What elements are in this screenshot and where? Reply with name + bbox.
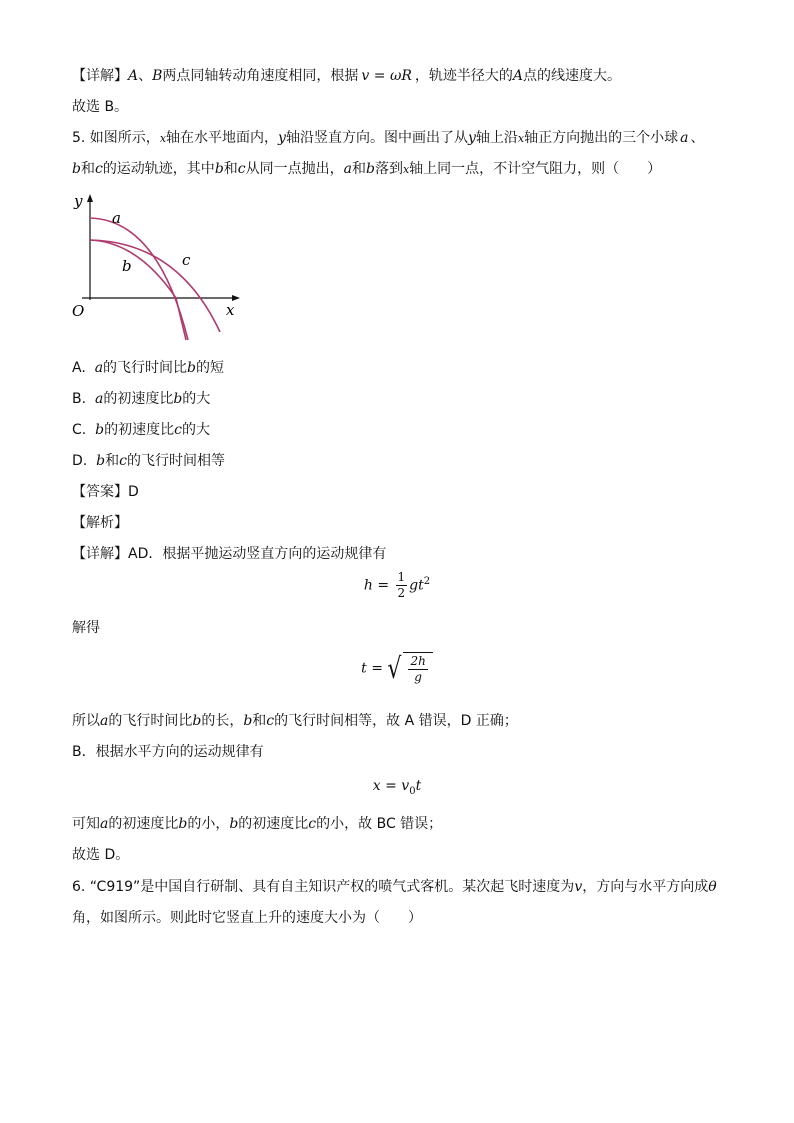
var-x: x bbox=[402, 163, 410, 176]
stem-text: 轴沿竖直方向。图中画出了从 bbox=[285, 130, 468, 146]
option-var: b bbox=[187, 360, 197, 376]
point-a: A bbox=[128, 68, 139, 84]
axis-y-label: y bbox=[74, 192, 83, 210]
trajectory-figure bbox=[68, 190, 248, 354]
trajectory-c bbox=[90, 240, 220, 332]
stem-text: 的运动轨迹，其中 bbox=[102, 161, 215, 177]
var-x: x bbox=[517, 132, 525, 145]
origin-label: O bbox=[72, 302, 85, 320]
analysis-label: 【解析】 bbox=[72, 515, 128, 531]
option-var: a bbox=[94, 391, 104, 407]
curve-a-label: a bbox=[112, 209, 121, 227]
stem-text: 落到 bbox=[374, 161, 403, 177]
var-b: b bbox=[214, 161, 224, 177]
option-key: B. bbox=[72, 391, 87, 407]
q6-text: 6. “C919”是中国自行研制、具有自主知识产权的喷气式客机。某次起飞时速度为 bbox=[72, 879, 575, 895]
var-b: b bbox=[365, 161, 375, 177]
point-b: B bbox=[152, 68, 163, 84]
detail-text: 两点同轴转动角速度相同，根据 bbox=[162, 68, 359, 84]
q5-stem-line1 bbox=[72, 128, 704, 149]
option-c bbox=[72, 420, 210, 440]
axis-x-label: x bbox=[226, 301, 235, 319]
var-y: y bbox=[467, 130, 476, 146]
option-var: b bbox=[96, 453, 106, 469]
detail-text-2: ，轨迹半径大的 bbox=[414, 68, 513, 84]
stem-text: 轴上沿 bbox=[475, 130, 518, 146]
point-a-2: A bbox=[512, 68, 524, 84]
equation-h bbox=[0, 570, 794, 601]
detail-text-3: 点的线速度大。 bbox=[523, 68, 622, 84]
option-var: c bbox=[174, 422, 182, 438]
concl-text: 的飞行时间相等，故 A 错误，D 正确； bbox=[274, 713, 518, 729]
stem-text: 和 bbox=[80, 161, 95, 177]
eq2-denominator: g bbox=[414, 670, 422, 684]
var-x: x bbox=[159, 132, 167, 145]
option-text: 的初速度比 bbox=[104, 422, 175, 438]
option-a bbox=[72, 358, 224, 378]
conclusion-2 bbox=[72, 814, 442, 834]
stem-text: 和 bbox=[223, 161, 238, 177]
equation-t bbox=[0, 652, 794, 685]
q5-choose: 故选 D。 bbox=[72, 847, 130, 863]
eq1-denominator: 2 bbox=[397, 586, 406, 600]
option-var: c bbox=[119, 453, 127, 469]
concl-text: 的长， bbox=[201, 713, 244, 729]
option-var: a bbox=[94, 360, 104, 376]
concl-text: 和 bbox=[252, 713, 267, 729]
option-key: A. bbox=[72, 360, 86, 376]
var-v: v bbox=[574, 879, 583, 895]
option-text: 的飞行时间比 bbox=[103, 360, 188, 376]
concl-text: 的初速度比 bbox=[108, 816, 179, 832]
trajectory-a bbox=[90, 218, 188, 340]
var-c: c bbox=[94, 161, 103, 177]
answer-value: D bbox=[128, 484, 139, 500]
detail-text: AD．根据平抛运动竖直方向的运动规律有 bbox=[128, 546, 387, 562]
stem-text: 轴正方向抛出的三个小球 bbox=[524, 130, 679, 146]
trajectory-diagram bbox=[68, 190, 248, 350]
option-b bbox=[72, 389, 210, 409]
var-b: b bbox=[72, 161, 81, 177]
eq1-exponent: 2 bbox=[423, 575, 431, 587]
conclusion-1 bbox=[72, 711, 518, 731]
var-a: a bbox=[100, 713, 109, 729]
curve-c-label: c bbox=[182, 251, 191, 269]
stem-text: 5. 如图所示， bbox=[72, 130, 160, 146]
var-c: c bbox=[237, 161, 246, 177]
concl-text: 的小， bbox=[187, 816, 230, 832]
option-text: 的短 bbox=[196, 360, 225, 376]
equation-x bbox=[0, 778, 794, 797]
stem-text: 、 bbox=[690, 130, 705, 146]
y-axis-arrow bbox=[87, 194, 93, 202]
q6-line1 bbox=[72, 877, 717, 897]
eq1-lhs: h = bbox=[363, 577, 390, 594]
q5-stem-line2 bbox=[72, 159, 661, 180]
eq1-rhs: gt bbox=[409, 577, 424, 594]
option-text: 和 bbox=[105, 453, 120, 469]
eq3-rhs: t bbox=[415, 778, 422, 794]
sep: 、 bbox=[138, 68, 153, 84]
answer-line bbox=[72, 482, 139, 502]
option-var: b bbox=[95, 422, 105, 438]
detail-label: 【详解】 bbox=[72, 546, 128, 562]
detail-label: 【详解】 bbox=[72, 68, 128, 84]
var-y: y bbox=[278, 130, 286, 146]
var-b: b bbox=[243, 713, 253, 729]
q6-text: ，方向与水平方向成 bbox=[582, 879, 709, 895]
eq1-numerator: 1 bbox=[397, 570, 406, 584]
var-a: a bbox=[100, 816, 109, 832]
concl-text: 所以 bbox=[72, 713, 100, 729]
detail-line-1 bbox=[72, 544, 386, 564]
var-c: c bbox=[266, 713, 275, 729]
q4-choose: 故选 B。 bbox=[72, 99, 129, 115]
option-key: C. bbox=[72, 422, 87, 438]
answer-label: 【答案】 bbox=[72, 484, 128, 500]
concl-text: 可知 bbox=[72, 816, 100, 832]
var-b: b bbox=[192, 713, 202, 729]
eq3-lhs: x = v bbox=[372, 778, 410, 794]
option-key: D. bbox=[72, 453, 88, 469]
stem-text: 轴在水平地面内， bbox=[166, 130, 279, 146]
concl-text: 的小，故 BC 错误； bbox=[316, 816, 443, 832]
solve-label: 解得 bbox=[72, 620, 100, 636]
var-theta: θ bbox=[708, 879, 717, 895]
eq1-fraction bbox=[396, 570, 408, 601]
eq2-numerator: 2h bbox=[410, 654, 426, 668]
concl-text: 的飞行时间比 bbox=[108, 713, 193, 729]
eq3-subscript: 0 bbox=[409, 785, 416, 797]
option-text: 的飞行时间相等 bbox=[126, 453, 225, 469]
option-d bbox=[72, 451, 225, 471]
concl-text: 的初速度比 bbox=[238, 816, 309, 832]
sqrt-symbol: √ $\frac{2h}{g}$ bbox=[387, 652, 432, 685]
var-b: b bbox=[229, 816, 239, 832]
var-a: a bbox=[343, 161, 352, 177]
q4-detail-line bbox=[72, 66, 621, 86]
option-text: 的初速度比 bbox=[103, 391, 174, 407]
stem-text: 和 bbox=[351, 161, 366, 177]
eq2-lhs: t = bbox=[361, 660, 383, 677]
var-b: b bbox=[178, 816, 188, 832]
stem-text: 轴上同一点，不计空气阻力，则（ ） bbox=[409, 161, 662, 177]
formula-v-omega-r: v = ωR bbox=[361, 68, 412, 84]
option-text: 的大 bbox=[181, 422, 210, 438]
var-c: c bbox=[308, 816, 317, 832]
var-a: a bbox=[680, 130, 689, 146]
q6-line2: 角，如图所示。则此时它竖直上升的速度大小为（ ） bbox=[72, 910, 422, 926]
option-text: 的大 bbox=[182, 391, 211, 407]
stem-text: 从同一点抛出， bbox=[245, 161, 344, 177]
option-var: b bbox=[173, 391, 183, 407]
curve-b-label: b bbox=[122, 257, 132, 275]
detail-line-2: B．根据水平方向的运动规律有 bbox=[72, 744, 264, 760]
